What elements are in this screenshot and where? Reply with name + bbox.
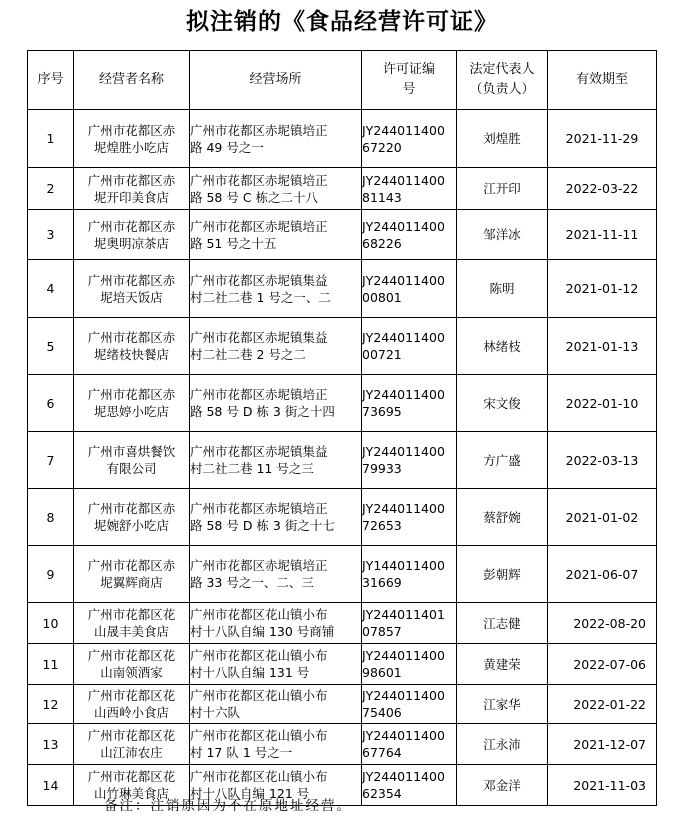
license-number-line: JY244011400 (362, 648, 445, 663)
license-number-line: JY244011400 (362, 444, 445, 459)
row-number: 1 (28, 110, 74, 168)
operator-name-line: 山晟丰美食店 (93, 624, 169, 639)
license-number-line: JY244011400 (362, 272, 445, 288)
business-address-line: 村十八队自编 130 号商铺 (190, 624, 335, 639)
business-address-line: 路 49 号之一 (190, 139, 264, 155)
license-number-line: 75406 (362, 705, 402, 720)
business-address (190, 644, 362, 685)
business-address-line: 广州市花都区赤坭镇集益 (190, 272, 328, 288)
business-address-line: 广州市花都区赤坭镇培正 (190, 122, 328, 138)
business-address-line: 村二社二巷 1 号之一、二 (190, 289, 331, 305)
operator-name-line: 坭思婷小吃店 (93, 404, 169, 419)
license-number-line: 00721 (362, 347, 402, 362)
expiry-date: 2021-11-03 (548, 765, 657, 806)
business-address-line: 广州市花都区花山镇小布 (190, 688, 328, 703)
business-address-line: 村十八队自编 121 号 (190, 786, 310, 801)
row-number: 7 (28, 432, 74, 489)
license-number-line: JY244011400 (362, 330, 445, 345)
business-address-line: 广州市花都区花山镇小布 (190, 607, 328, 622)
table-row (28, 318, 657, 375)
business-address (190, 110, 362, 168)
table-row (28, 375, 657, 432)
expiry-date: 2022-03-22 (548, 168, 657, 210)
header-license (362, 51, 457, 110)
legal-representative: 陈明 (457, 260, 548, 318)
operator-name-line: 坭翼辉商店 (100, 575, 163, 590)
operator-name-line: 山西岭小食店 (93, 705, 169, 720)
operator-name-line: 坭绪枝快餐店 (93, 347, 169, 362)
header-rep-line1: 法定代表人 (469, 62, 535, 77)
business-address-line: 村 17 队 1 号之一 (190, 745, 293, 760)
operator-name-line: 广州市花都区赤 (87, 558, 176, 573)
business-address (190, 685, 362, 724)
license-number (362, 765, 457, 806)
table-row (28, 432, 657, 489)
expiry-date: 2022-07-06 (548, 644, 657, 685)
expiry-date: 2021-11-29 (548, 110, 657, 168)
operator-name (74, 210, 190, 260)
license-number-line: 00801 (362, 289, 402, 305)
operator-name (74, 546, 190, 603)
license-number-line: 67764 (362, 745, 402, 760)
operator-name-line: 广州市花都区赤 (87, 172, 176, 188)
license-number-line: JY244011400 (362, 387, 445, 402)
business-address-line: 广州市花都区赤坭镇集益 (190, 444, 328, 459)
legal-representative: 蔡舒婉 (457, 489, 548, 546)
legal-representative: 宋文俊 (457, 375, 548, 432)
business-address-line: 路 51 号之十五 (190, 235, 277, 251)
business-address (190, 318, 362, 375)
license-number (362, 489, 457, 546)
license-number (362, 724, 457, 765)
operator-name-line: 广州市花都区花 (87, 648, 176, 663)
license-number-line: JY244011400 (362, 688, 445, 703)
header-rep-line2: （负责人） (469, 82, 535, 97)
license-number-line: 81143 (362, 189, 402, 205)
legal-representative: 邓金洋 (457, 765, 548, 806)
operator-name (74, 603, 190, 644)
business-address-line: 广州市花都区花山镇小布 (190, 728, 328, 743)
operator-name-line: 坭培天饭店 (100, 289, 163, 305)
row-number: 13 (28, 724, 74, 765)
business-address-line: 广州市花都区赤坭镇培正 (190, 387, 328, 402)
license-number-line: 67220 (362, 139, 402, 155)
operator-name-line: 坭婉舒小吃店 (93, 518, 169, 533)
business-address (190, 724, 362, 765)
row-number: 2 (28, 168, 74, 210)
operator-name-line: 广州市花都区花 (87, 728, 176, 743)
business-address-line: 村二社二巷 11 号之三 (190, 461, 314, 476)
business-address-line: 路 58 号 C 栋之二十八 (190, 189, 319, 205)
legal-representative: 刘煌胜 (457, 110, 548, 168)
business-address (190, 375, 362, 432)
operator-name-line: 广州市花都区赤 (87, 218, 176, 234)
operator-name-line: 坭煌胜小吃店 (93, 139, 169, 155)
expiry-date: 2021-01-12 (548, 260, 657, 318)
license-number-line: JY244011400 (362, 728, 445, 743)
license-number-line: 98601 (362, 665, 402, 680)
row-number: 12 (28, 685, 74, 724)
table-row (28, 724, 657, 765)
legal-representative: 林绪枝 (457, 318, 548, 375)
license-number-line: JY244011400 (362, 769, 445, 784)
header-no: 序号 (28, 51, 74, 110)
license-number-line: JY244011400 (362, 501, 445, 516)
header-representative (457, 51, 548, 110)
license-number (362, 644, 457, 685)
operator-name (74, 375, 190, 432)
table-header-row (28, 51, 657, 110)
license-number-line: JY144011400 (362, 558, 445, 573)
operator-name-line: 山竹琳美食店 (93, 786, 169, 801)
operator-name-line: 广州市花都区赤 (87, 501, 176, 516)
license-number-line: JY244011400 (362, 218, 445, 234)
operator-name-line: 山江沛农庄 (100, 745, 163, 760)
operator-name (74, 724, 190, 765)
expiry-date: 2022-03-13 (548, 432, 657, 489)
expiry-date: 2021-01-02 (548, 489, 657, 546)
header-name: 经营者名称 (74, 51, 190, 110)
table-row (28, 210, 657, 260)
license-number (362, 110, 457, 168)
header-license-line1: 许可证编 (382, 62, 435, 77)
business-address (190, 489, 362, 546)
legal-representative: 江开印 (457, 168, 548, 210)
page-title: 拟注销的《食品经营许可证》 (186, 8, 498, 35)
row-number: 5 (28, 318, 74, 375)
row-number: 3 (28, 210, 74, 260)
operator-name-line: 广州市花都区花 (87, 769, 176, 784)
table-row (28, 260, 657, 318)
operator-name (74, 685, 190, 724)
expiry-date: 2021-06-07 (548, 546, 657, 603)
table-row (28, 168, 657, 210)
legal-representative: 方广盛 (457, 432, 548, 489)
legal-representative: 江家华 (457, 685, 548, 724)
business-address-line: 广州市花都区赤坭镇集益 (190, 330, 328, 345)
expiry-date: 2021-12-07 (548, 724, 657, 765)
legal-representative: 彭朝辉 (457, 546, 548, 603)
business-address-line: 村十六队 (190, 705, 241, 720)
operator-name (74, 432, 190, 489)
table-row (28, 110, 657, 168)
license-number-line: JY244011400 (362, 172, 445, 188)
business-address (190, 260, 362, 318)
business-address-line: 广州市花都区赤坭镇培正 (190, 558, 328, 573)
business-address (190, 603, 362, 644)
license-number-line: 79933 (362, 461, 402, 476)
business-address (190, 168, 362, 210)
row-number: 10 (28, 603, 74, 644)
license-number (362, 168, 457, 210)
business-address-line: 路 58 号 D 栋 3 街之十七 (190, 518, 335, 533)
table-row (28, 546, 657, 603)
operator-name-line: 有限公司 (106, 461, 157, 476)
business-address-line: 广州市花都区花山镇小布 (190, 648, 328, 663)
row-number: 8 (28, 489, 74, 546)
row-number: 4 (28, 260, 74, 318)
operator-name-line: 广州市花都区花 (87, 607, 176, 622)
license-number (362, 432, 457, 489)
business-address-line: 村十八队自编 131 号 (190, 665, 310, 680)
license-number-line: 72653 (362, 518, 402, 533)
operator-name (74, 168, 190, 210)
operator-name-line: 广州市喜烘餐饮 (87, 444, 176, 459)
table-row (28, 644, 657, 685)
license-number-line: 07857 (362, 624, 402, 639)
footnote: 备注：注销原因为不在原地址经营。 (104, 798, 352, 814)
row-number: 6 (28, 375, 74, 432)
legal-representative: 邹洋冰 (457, 210, 548, 260)
row-number: 11 (28, 644, 74, 685)
operator-name-line: 坭奥明凉茶店 (93, 235, 169, 251)
license-number (362, 318, 457, 375)
license-number (362, 210, 457, 260)
license-number-line: 62354 (362, 786, 402, 801)
license-number-line: 73695 (362, 404, 402, 419)
table-row (28, 489, 657, 546)
operator-name (74, 318, 190, 375)
legal-representative: 江志健 (457, 603, 548, 644)
license-number-line: JY244011400 (362, 122, 445, 138)
operator-name-line: 广州市花都区花 (87, 688, 176, 703)
license-number (362, 260, 457, 318)
business-address-line: 广州市花都区赤坭镇培正 (190, 501, 328, 516)
operator-name-line: 广州市花都区赤 (87, 122, 176, 138)
operator-name (74, 644, 190, 685)
license-number (362, 375, 457, 432)
license-number-line: JY244011401 (362, 607, 445, 622)
business-address-line: 广州市花都区花山镇小布 (190, 769, 328, 784)
table-row (28, 603, 657, 644)
business-address (190, 546, 362, 603)
operator-name-line: 广州市花都区赤 (87, 330, 176, 345)
header-license-line2: 号 (402, 82, 416, 97)
legal-representative: 江永沛 (457, 724, 548, 765)
business-address (190, 432, 362, 489)
operator-name-line: 山南领酒家 (100, 665, 163, 680)
operator-name-line: 广州市花都区赤 (87, 387, 176, 402)
operator-name (74, 489, 190, 546)
table-row (28, 685, 657, 724)
header-address: 经营场所 (190, 51, 362, 110)
license-number (362, 685, 457, 724)
license-number (362, 546, 457, 603)
business-address-line: 路 58 号 D 栋 3 街之十四 (190, 404, 335, 419)
operator-name-line: 广州市花都区赤 (87, 272, 176, 288)
legal-representative: 黄建荣 (457, 644, 548, 685)
operator-name (74, 260, 190, 318)
expiry-date: 2022-01-10 (548, 375, 657, 432)
business-address-line: 路 33 号之一、二、三 (190, 575, 314, 590)
row-number: 14 (28, 765, 74, 806)
business-address (190, 210, 362, 260)
expiry-date: 2022-01-22 (548, 685, 657, 724)
operator-name (74, 110, 190, 168)
permit-rows (28, 110, 657, 806)
row-number: 9 (28, 546, 74, 603)
expiry-date: 2022-08-20 (548, 603, 657, 644)
expiry-date: 2021-01-13 (548, 318, 657, 375)
expiry-date: 2021-11-11 (548, 210, 657, 260)
operator-name-line: 坭开印美食店 (93, 189, 169, 205)
business-address-line: 村二社二巷 2 号之二 (190, 347, 306, 362)
header-expiry: 有效期至 (548, 51, 657, 110)
license-number-line: 31669 (362, 575, 402, 590)
business-address-line: 广州市花都区赤坭镇培正 (190, 218, 328, 234)
license-number (362, 603, 457, 644)
business-address-line: 广州市花都区赤坭镇培正 (190, 172, 328, 188)
license-number-line: 68226 (362, 235, 402, 251)
permit-table (27, 50, 657, 806)
